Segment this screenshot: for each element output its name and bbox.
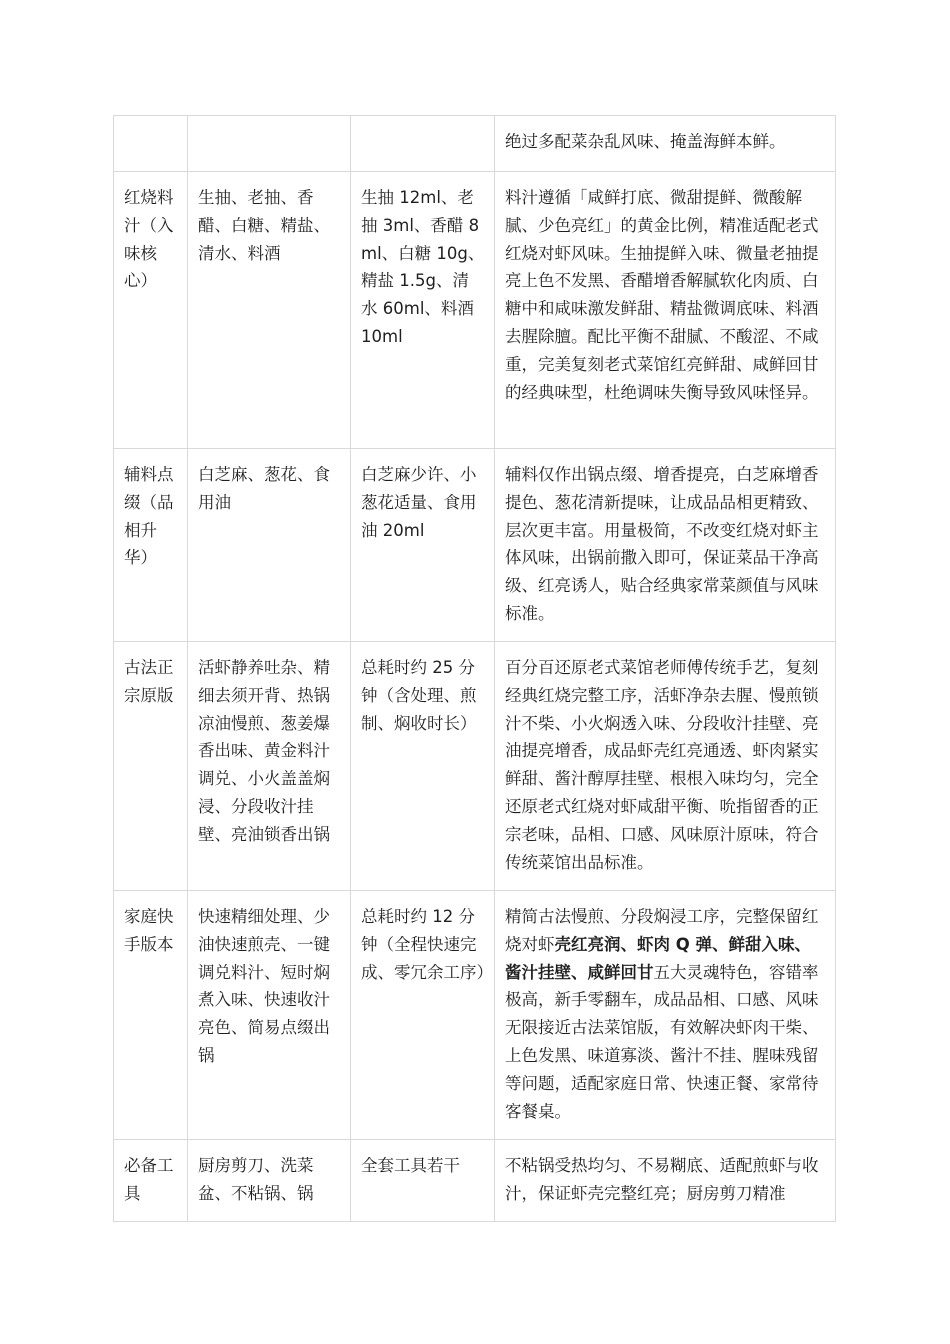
row-category-cell: 家庭快手版本 [114, 891, 188, 1140]
amount-cell: 生抽 12ml、老抽 3ml、香醋 8ml、白糖 10g、精盐 1.5g、清水 60ml、料酒 10ml [351, 172, 495, 449]
ingredients-cell: 快速精细处理、少油快速煎壳、一键调兑料汁、短时焖煮入味、快速收汁亮色、简易点缀出锅 [188, 891, 351, 1140]
table-row [114, 642, 836, 891]
row-category-cell: 红烧料汁（入味核心） [114, 172, 188, 449]
description-cell: 不粘锅受热均匀、不易糊底、适配煎虾与收汁，保证虾壳完整红亮；厨房剪刀精准 [495, 1140, 836, 1222]
amount-cell [351, 116, 495, 172]
row-category-cell: 辅料点缀（品相升华） [114, 449, 188, 642]
description-cell: 绝过多配菜杂乱风味、掩盖海鲜本鲜。 [495, 116, 836, 172]
ingredients-cell: 厨房剪刀、洗菜盆、不粘锅、锅 [188, 1140, 351, 1222]
ingredients-cell: 生抽、老抽、香醋、白糖、精盐、清水、料酒 [188, 172, 351, 449]
description-cell: 辅料仅作出锅点缀、增香提亮，白芝麻增香提色、葱花清新提味，让成品品相更精致、层次更丰富。用量极简，不改变红烧对虾主体风味，出锅前撒入即可，保证菜品干净高级、红亮诱人，贴合经典家常菜颜值与风味标准。 [495, 449, 836, 642]
row-category-cell: 古法正宗原版 [114, 642, 188, 891]
row-category-cell: 必备工具 [114, 1140, 188, 1222]
ingredients-cell: 活虾静养吐杂、精细去须开背、热锅凉油慢煎、葱姜爆香出味、黄金料汁调兑、小火盖盖焖浸、分段收汁挂壁、亮油锁香出锅 [188, 642, 351, 891]
description-cell: 百分百还原老式菜馆老师傅传统手艺，复刻经典红烧完整工序，活虾净杂去腥、慢煎锁汁不柴、小火焖透入味、分段收汁挂壁、亮油提亮增香，成品虾壳红亮通透、虾肉紧实鲜甜、酱汁醇厚挂壁、根根入味均匀，完全还原老式红烧对虾咸甜平衡、吮指留香的正宗老味，品相、口感、风味原汁原味，符合传统菜馆出品标准。 [495, 642, 836, 891]
amount-cell: 全套工具若干 [351, 1140, 495, 1222]
description-text: 精简古法慢煎、分段焖浸工序，完整保留红烧对虾 [505, 907, 819, 954]
description-text: 五大灵魂特色，容错率极高，新手零翻车，成品品相、口感、风味无限接近古法菜馆版，有效解决虾肉干柴、上色发黑、味道寡淡、酱汁不挂、腥味残留等问题，适配家庭日常、快速正餐、家常待客餐桌。 [505, 962, 819, 1121]
ingredients-cell: 白芝麻、葱花、食用油 [188, 449, 351, 642]
table-row [114, 1140, 836, 1222]
table-row [114, 891, 836, 1140]
table-row [114, 172, 836, 449]
ingredients-cell [188, 116, 351, 172]
amount-cell: 总耗时约 25 分钟（含处理、煎制、焖收时长） [351, 642, 495, 891]
description-highlight: 壳红亮润、虾肉 Q 弹、鲜甜入味、酱汁挂壁、咸鲜回甘 [505, 934, 812, 982]
description-cell: 料汁遵循「咸鲜打底、微甜提鲜、微酸解腻、少色亮红」的黄金比例，精准适配老式红烧对虾风味。生抽提鲜入味、微量老抽提亮上色不发黑、香醋增香解腻软化肉质、白糖中和咸味激发鲜甜、精盐微调底味、料酒去腥除膻。配比平衡不甜腻、不酸涩、不咸重，完美复刻老式菜馆红亮鲜甜、咸鲜回甘的经典味型，杜绝调味失衡导致风味怪异。 [495, 172, 836, 449]
table-row [114, 116, 836, 172]
row-category-cell [114, 116, 188, 172]
table-row [114, 449, 836, 642]
recipe-table [113, 115, 836, 1222]
amount-cell: 白芝麻少许、小葱花适量、食用油 20ml [351, 449, 495, 642]
amount-cell: 总耗时约 12 分钟（全程快速完成、零冗余工序） [351, 891, 495, 1140]
description-cell [495, 891, 836, 1140]
